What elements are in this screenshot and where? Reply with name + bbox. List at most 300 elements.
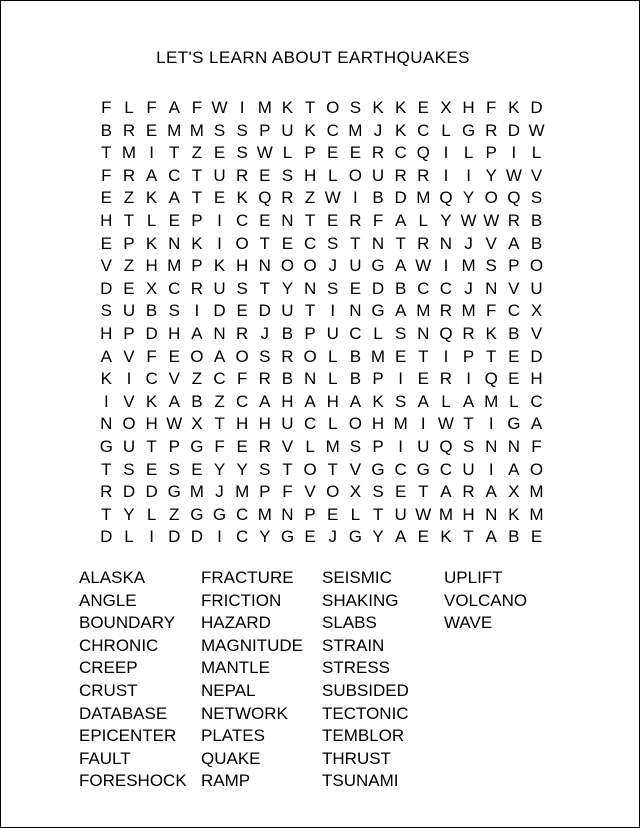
grid-letter[interactable]: H [145,414,158,434]
grid-letter[interactable]: I [330,301,336,321]
grid-letter[interactable]: O [348,165,362,185]
grid-letter[interactable]: W [256,143,273,163]
grid-letter[interactable]: T [418,482,429,502]
grid-letter[interactable]: P [508,256,520,276]
grid-letter[interactable]: H [326,391,339,411]
grid-letter[interactable]: E [417,369,429,389]
grid-letter[interactable]: E [259,165,271,185]
grid-letter[interactable]: K [145,233,158,253]
grid-letter[interactable]: Y [213,459,226,479]
grid-letter[interactable]: K [440,527,452,547]
grid-letter[interactable]: L [327,369,338,389]
grid-letter[interactable]: E [191,459,203,479]
grid-letter[interactable]: V [100,256,112,276]
grid-letter[interactable]: A [168,391,180,411]
grid-letter[interactable]: R [281,346,294,366]
grid-letter[interactable]: E [508,369,520,389]
grid-letter[interactable]: E [100,188,112,208]
grid-letter[interactable]: T [486,346,497,366]
grid-letter[interactable]: F [101,165,112,185]
grid-letter[interactable]: S [394,391,407,411]
grid-letter[interactable]: M [416,188,431,208]
grid-letter[interactable]: T [395,233,406,253]
grid-letter[interactable]: Z [214,391,225,411]
grid-letter[interactable]: D [371,278,385,298]
grid-letter[interactable]: D [122,482,136,502]
grid-letter[interactable]: S [372,482,384,502]
grid-letter[interactable]: I [488,459,494,479]
grid-letter[interactable]: R [507,210,520,230]
grid-letter[interactable]: R [100,482,113,502]
grid-letter[interactable]: E [508,346,520,366]
grid-letter[interactable]: R [462,482,475,502]
grid-letter[interactable]: P [485,143,497,163]
grid-letter[interactable]: M [416,301,431,321]
grid-letter[interactable]: X [508,482,520,502]
grid-letter[interactable]: T [123,210,135,230]
grid-letter[interactable]: E [530,527,543,547]
grid-letter[interactable]: F [146,346,157,366]
grid-letter[interactable]: G [348,527,362,547]
grid-letter[interactable]: T [304,210,316,230]
grid-letter[interactable]: I [443,256,449,276]
grid-letter[interactable]: T [327,459,338,479]
grid-letter[interactable]: K [145,391,158,411]
grid-letter[interactable]: X [530,301,543,321]
grid-letter[interactable]: R [371,143,385,163]
grid-letter[interactable]: C [530,391,543,411]
grid-letter[interactable]: I [194,301,200,321]
grid-letter[interactable]: M [325,436,340,456]
grid-letter[interactable]: C [507,301,520,321]
grid-letter[interactable]: O [190,346,204,366]
grid-letter[interactable]: R [258,369,271,389]
grid-letter[interactable]: E [213,188,226,208]
grid-letter[interactable]: A [168,98,180,117]
grid-letter[interactable]: C [168,165,181,185]
grid-letter[interactable]: I [217,210,222,230]
grid-letter[interactable]: G [371,256,385,276]
grid-letter[interactable]: A [485,482,497,502]
grid-letter[interactable]: O [348,414,362,434]
grid-letter[interactable]: A [168,188,180,208]
grid-letter[interactable]: M [257,98,272,117]
grid-letter[interactable]: A [508,459,520,479]
grid-letter[interactable]: K [394,98,407,117]
grid-letter[interactable]: T [463,414,474,434]
grid-letter[interactable]: N [303,369,317,389]
grid-letter[interactable]: R [485,120,498,140]
grid-letter[interactable]: B [100,120,112,140]
grid-letter[interactable]: M [529,504,544,524]
grid-letter[interactable]: I [149,143,154,163]
grid-letter[interactable]: A [394,301,407,321]
grid-letter[interactable]: E [349,278,362,298]
grid-letter[interactable]: M [257,504,272,524]
grid-letter[interactable]: Q [439,436,453,456]
grid-letter[interactable]: E [417,98,429,117]
grid-letter[interactable]: Z [304,188,316,208]
grid-letter[interactable]: C [394,143,407,163]
grid-letter[interactable]: R [349,210,362,230]
grid-letter[interactable]: B [349,369,362,389]
grid-letter[interactable]: A [191,323,203,343]
grid-letter[interactable]: S [168,301,180,321]
grid-letter[interactable]: A [349,391,362,411]
grid-letter[interactable]: L [441,120,451,140]
grid-letter[interactable]: T [214,414,225,434]
grid-letter[interactable]: H [236,414,249,434]
grid-letter[interactable]: V [530,323,543,343]
grid-letter[interactable]: G [99,436,113,456]
grid-letter[interactable]: C [145,369,158,389]
grid-letter[interactable]: I [149,527,154,547]
grid-letter[interactable]: T [304,98,316,117]
grid-letter[interactable]: E [236,436,248,456]
grid-letter[interactable]: B [281,323,294,343]
grid-letter[interactable]: O [303,256,317,276]
grid-letter[interactable]: A [259,391,271,411]
grid-letter[interactable]: P [304,323,316,343]
grid-letter[interactable]: R [122,120,136,140]
grid-letter[interactable]: H [281,391,294,411]
grid-letter[interactable]: P [259,482,271,502]
grid-letter[interactable]: W [483,210,500,230]
grid-letter[interactable]: A [462,391,475,411]
grid-letter[interactable]: K [304,120,316,140]
grid-letter[interactable]: P [304,143,316,163]
grid-letter[interactable]: D [145,323,158,343]
grid-letter[interactable]: S [462,436,475,456]
grid-letter[interactable]: X [191,414,203,434]
grid-letter[interactable]: P [259,120,271,140]
grid-letter[interactable]: M [167,256,182,276]
grid-letter[interactable]: P [123,323,135,343]
grid-letter[interactable]: E [259,210,271,230]
grid-letter[interactable]: A [417,391,429,411]
grid-letter[interactable]: Z [123,256,135,276]
grid-letter[interactable]: V [281,436,294,456]
grid-letter[interactable]: W [505,165,522,185]
grid-letter[interactable]: H [145,256,158,276]
grid-letter[interactable]: L [531,143,542,163]
grid-letter[interactable]: N [485,436,498,456]
grid-letter[interactable]: U [462,459,475,479]
grid-letter[interactable]: K [485,323,497,343]
grid-letter[interactable]: R [462,323,475,343]
grid-letter[interactable]: L [509,391,519,411]
grid-letter[interactable]: E [281,233,294,253]
grid-letter[interactable]: X [349,482,362,502]
grid-letter[interactable]: E [236,301,248,321]
grid-letter[interactable]: E [327,504,339,524]
grid-letter[interactable]: E [394,482,407,502]
grid-letter[interactable]: F [101,98,112,117]
grid-letter[interactable]: Q [439,323,453,343]
grid-letter[interactable]: H [530,369,543,389]
grid-letter[interactable]: I [239,98,245,117]
grid-letter[interactable]: S [168,459,180,479]
grid-letter[interactable]: O [529,256,544,276]
grid-letter[interactable]: B [530,233,543,253]
grid-letter[interactable]: I [420,414,426,434]
grid-letter[interactable]: O [303,459,317,479]
grid-letter[interactable]: E [417,527,429,547]
grid-letter[interactable]: L [350,504,361,524]
grid-letter[interactable]: G [371,301,385,321]
grid-letter[interactable]: G [212,504,227,524]
grid-letter[interactable]: E [304,527,316,547]
grid-letter[interactable]: V [304,482,316,502]
grid-letter[interactable]: S [327,278,339,298]
grid-letter[interactable]: S [236,278,248,298]
grid-letter[interactable]: C [236,504,249,524]
grid-letter[interactable]: B [145,301,158,321]
grid-letter[interactable]: P [168,436,180,456]
grid-letter[interactable]: Y [372,527,384,547]
grid-letter[interactable]: C [439,459,453,479]
grid-letter[interactable]: U [122,436,136,456]
grid-letter[interactable]: T [259,278,270,298]
grid-letter[interactable]: Q [258,188,272,208]
grid-letter[interactable]: G [416,459,430,479]
grid-letter[interactable]: K [191,233,203,253]
grid-letter[interactable]: O [529,459,544,479]
grid-letter[interactable]: W [437,414,454,434]
grid-letter[interactable]: D [507,120,520,140]
grid-letter[interactable]: A [394,256,407,276]
grid-letter[interactable]: U [213,165,226,185]
grid-letter[interactable]: P [191,210,203,230]
grid-letter[interactable]: V [349,459,362,479]
grid-letter[interactable]: N [281,504,294,524]
grid-letter[interactable]: R [417,165,430,185]
grid-letter[interactable]: M [393,414,408,434]
grid-letter[interactable]: Q [439,188,453,208]
grid-letter[interactable]: D [190,527,204,547]
grid-letter[interactable]: Y [485,165,497,185]
grid-letter[interactable]: P [191,256,203,276]
grid-letter[interactable]: L [327,346,338,366]
grid-letter[interactable]: L [373,323,383,343]
grid-letter[interactable]: E [327,210,339,230]
grid-letter[interactable]: T [101,504,112,524]
grid-letter[interactable]: C [236,210,249,230]
grid-letter[interactable]: W [415,504,432,524]
grid-letter[interactable]: Y [236,459,248,479]
grid-letter[interactable]: V [508,278,520,298]
grid-letter[interactable]: L [463,143,474,163]
grid-letter[interactable]: G [507,414,521,434]
grid-letter[interactable]: M [167,120,182,140]
grid-letter[interactable]: C [236,391,249,411]
grid-letter[interactable]: N [303,278,317,298]
grid-letter[interactable]: F [486,301,497,321]
grid-letter[interactable]: B [191,391,203,411]
grid-letter[interactable]: F [531,436,542,456]
grid-letter[interactable]: B [281,369,294,389]
grid-letter[interactable]: F [486,98,497,117]
grid-letter[interactable]: Y [462,188,475,208]
grid-letter[interactable]: S [123,459,135,479]
grid-letter[interactable]: W [324,188,341,208]
grid-letter[interactable]: N [507,436,520,456]
grid-letter[interactable]: U [213,278,226,298]
grid-letter[interactable]: T [372,504,384,524]
grid-letter[interactable]: C [213,369,226,389]
grid-letter[interactable]: C [303,233,317,253]
grid-letter[interactable]: R [439,369,453,389]
grid-letter[interactable]: F [236,369,248,389]
grid-letter[interactable]: H [462,504,475,524]
grid-letter[interactable]: E [145,459,158,479]
grid-letter[interactable]: G [190,436,204,456]
grid-letter[interactable]: T [191,188,203,208]
grid-letter[interactable]: U [122,301,136,321]
grid-letter[interactable]: H [100,210,113,230]
grid-letter[interactable]: B [394,278,407,298]
grid-letter[interactable]: N [168,233,181,253]
grid-letter[interactable]: N [100,414,113,434]
grid-letter[interactable]: Q [484,369,498,389]
grid-letter[interactable]: D [100,278,113,298]
grid-letter[interactable]: I [466,165,471,185]
grid-letter[interactable]: H [303,165,317,185]
grid-letter[interactable]: D [100,527,113,547]
grid-letter[interactable]: K [213,256,226,276]
grid-letter[interactable]: I [126,369,132,389]
grid-letter[interactable]: J [328,527,337,547]
grid-letter[interactable]: G [190,504,204,524]
grid-letter[interactable]: U [281,414,294,434]
grid-letter[interactable]: I [466,369,471,389]
grid-letter[interactable]: U [349,256,362,276]
grid-letter[interactable]: L [418,210,429,230]
grid-letter[interactable]: S [259,459,271,479]
grid-letter[interactable]: N [417,323,430,343]
grid-letter[interactable]: T [304,301,316,321]
grid-letter[interactable]: D [530,98,543,117]
grid-letter[interactable]: E [145,120,158,140]
grid-letter[interactable]: L [146,210,157,230]
grid-letter[interactable]: A [394,527,407,547]
grid-letter[interactable]: M [121,143,137,163]
grid-letter[interactable]: V [168,369,180,389]
grid-letter[interactable]: H [371,414,385,434]
grid-letter[interactable]: X [440,98,452,117]
grid-letter[interactable]: S [236,143,248,163]
grid-letter[interactable]: F [372,210,384,230]
grid-letter[interactable]: N [213,323,226,343]
grid-letter[interactable]: S [281,165,294,185]
grid-letter[interactable]: S [349,436,362,456]
grid-letter[interactable]: I [488,414,494,434]
grid-letter[interactable]: O [122,414,136,434]
grid-letter[interactable]: T [282,459,293,479]
grid-letter[interactable]: A [440,482,452,502]
grid-letter[interactable]: T [146,436,157,456]
grid-letter[interactable]: L [441,391,451,411]
grid-letter[interactable]: M [189,120,204,140]
grid-letter[interactable]: R [236,165,249,185]
grid-letter[interactable]: J [215,482,224,502]
grid-letter[interactable]: H [168,323,181,343]
grid-letter[interactable]: N [281,210,294,230]
grid-letter[interactable]: A [213,346,226,366]
grid-letter[interactable]: L [327,414,338,434]
grid-letter[interactable]: T [350,233,361,253]
grid-letter[interactable]: K [100,369,112,389]
grid-letter[interactable]: E [123,278,135,298]
grid-letter[interactable]: M [235,482,250,502]
grid-letter[interactable]: B [508,527,520,547]
grid-letter[interactable]: L [327,165,338,185]
grid-letter[interactable]: T [418,346,429,366]
grid-letter[interactable]: K [145,188,158,208]
grid-letter[interactable]: T [101,143,112,163]
grid-letter[interactable]: I [103,391,109,411]
grid-letter[interactable]: Q [507,188,521,208]
grid-letter[interactable]: S [485,256,497,276]
grid-letter[interactable]: V [123,346,135,366]
grid-letter[interactable]: G [461,120,476,140]
grid-letter[interactable]: W [415,256,432,276]
grid-letter[interactable]: S [213,120,226,140]
grid-letter[interactable]: O [484,188,498,208]
grid-letter[interactable]: C [303,414,317,434]
grid-letter[interactable]: V [485,233,497,253]
grid-letter[interactable]: H [100,323,113,343]
grid-letter[interactable]: I [443,143,449,163]
grid-letter[interactable]: C [394,459,407,479]
grid-letter[interactable]: Q [416,143,430,163]
grid-letter[interactable]: I [217,527,222,547]
grid-letter[interactable]: T [101,459,112,479]
grid-letter[interactable]: V [530,165,543,185]
grid-letter[interactable]: K [236,188,248,208]
grid-letter[interactable]: D [145,482,158,502]
grid-letter[interactable]: O [326,482,340,502]
grid-letter[interactable]: P [123,233,135,253]
grid-letter[interactable]: Y [123,504,135,524]
grid-letter[interactable]: J [373,120,383,140]
grid-letter[interactable]: I [217,233,222,253]
grid-letter[interactable]: T [191,165,203,185]
grid-letter[interactable]: T [169,143,180,163]
grid-letter[interactable]: U [281,120,294,140]
grid-letter[interactable]: H [258,414,271,434]
grid-letter[interactable]: E [100,233,112,253]
grid-letter[interactable]: O [235,346,249,366]
grid-letter[interactable]: W [528,120,545,140]
grid-letter[interactable]: W [166,414,183,434]
grid-letter[interactable]: B [372,188,384,208]
grid-letter[interactable]: A [508,233,520,253]
grid-letter[interactable]: A [530,414,543,434]
grid-letter[interactable]: M [461,256,476,276]
grid-letter[interactable]: U [530,278,543,298]
grid-letter[interactable]: I [398,369,404,389]
grid-letter[interactable]: F [146,98,157,117]
grid-letter[interactable]: C [439,278,453,298]
grid-letter[interactable]: C [168,278,181,298]
grid-letter[interactable]: K [394,120,407,140]
grid-letter[interactable]: S [259,346,271,366]
grid-letter[interactable]: N [258,256,271,276]
grid-letter[interactable]: T [463,527,474,547]
grid-letter[interactable]: K [508,504,520,524]
grid-letter[interactable]: A [145,165,158,185]
